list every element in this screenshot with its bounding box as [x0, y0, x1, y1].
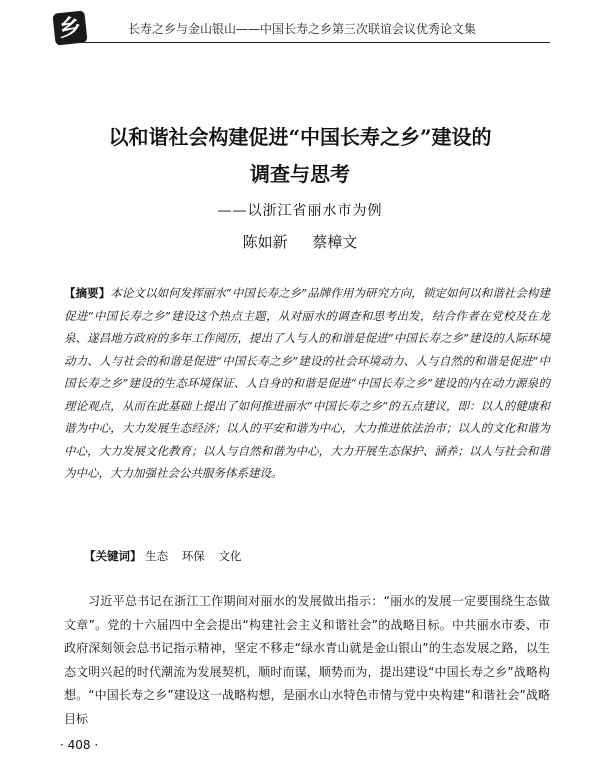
running-header [0, 0, 600, 50]
author-name: 陈如新 [242, 233, 288, 251]
keyword: 环保 [181, 549, 205, 563]
abstract [64, 282, 550, 485]
page-number: · 408 · [60, 738, 99, 752]
running-title: 长寿之乡与金山银山——中国长寿之乡第三次联谊会议优秀论文集 [128, 22, 477, 36]
keyword: 文化 [218, 549, 242, 563]
keyword: 生态 [145, 549, 169, 563]
author-name: 蔡樟文 [312, 233, 358, 251]
body-paragraph: 习近平总书记在浙江工作期间对丽水的发展做出指示：“丽水的发展一定要围绕生态做文章”。党的十六届四中全会提出“构建社会主义和谐社会”的战略目标。中共丽水市委、市政府深刻领会总书记指示精神，坚定不移走“绿水青山就是金山银山”的生态发展之路，以生态文明兴起的时代潮流为发展契机，顺时而谋，顺势而为，提出建设“中国长寿之乡”战略构想。“中国长寿之乡”建设这一战略构想，是丽水山水特色市情与党中央构建“和谐社会”战略目标 [64, 594, 550, 726]
abstract-label: 【摘要】 [64, 286, 111, 300]
journal-logo-icon: 乡 [52, 10, 87, 45]
article-subtitle: ——以浙江省丽水市为例 [217, 203, 383, 219]
article-title-line-1: 以和谐社会构建促进“中国长寿之乡”建设的 [108, 125, 492, 149]
keywords-label: 【关键词】 [84, 549, 142, 563]
keywords [84, 548, 251, 564]
article-title-line-2: 调查与思考 [250, 162, 350, 186]
header-rule [62, 42, 550, 43]
author-list [0, 231, 600, 252]
abstract-text: 本论文以如何发挥丽水“中国长寿之乡”品牌作用为研究方向，锁定如何以和谐社会构建促进“中国长寿之乡”建设这个热点主题，从对丽水的调查和思考出发，结合作者在党校及在龙泉、遂昌地方政府的多年工作阅历，提出了人与人的和谐是促进“中国长寿之乡”建设的人际环境动力、人与社会的和谐是促进“中国长寿之乡”建设的社会环境动力、人与自然的和谐是促进“中国长寿之乡”建设的生态环境保证、人自身的和谐是促进“中国长寿之乡”建设的内在动力源泉的理论观点，从而在此基础上提出了如何推进丽水“中国长寿之乡”的五点建议，即：以人的健康和谐为中心，大力发展生态经济；以人的平安和谐为中心，大力推进依法治市；以人的文化和谐为中心，大力发展文化教育；以人与自然和谐为中心，大力开展生态保护、涵养；以人与社会和谐为中心，大力加强社会公共服务体系建设。 [64, 286, 550, 480]
